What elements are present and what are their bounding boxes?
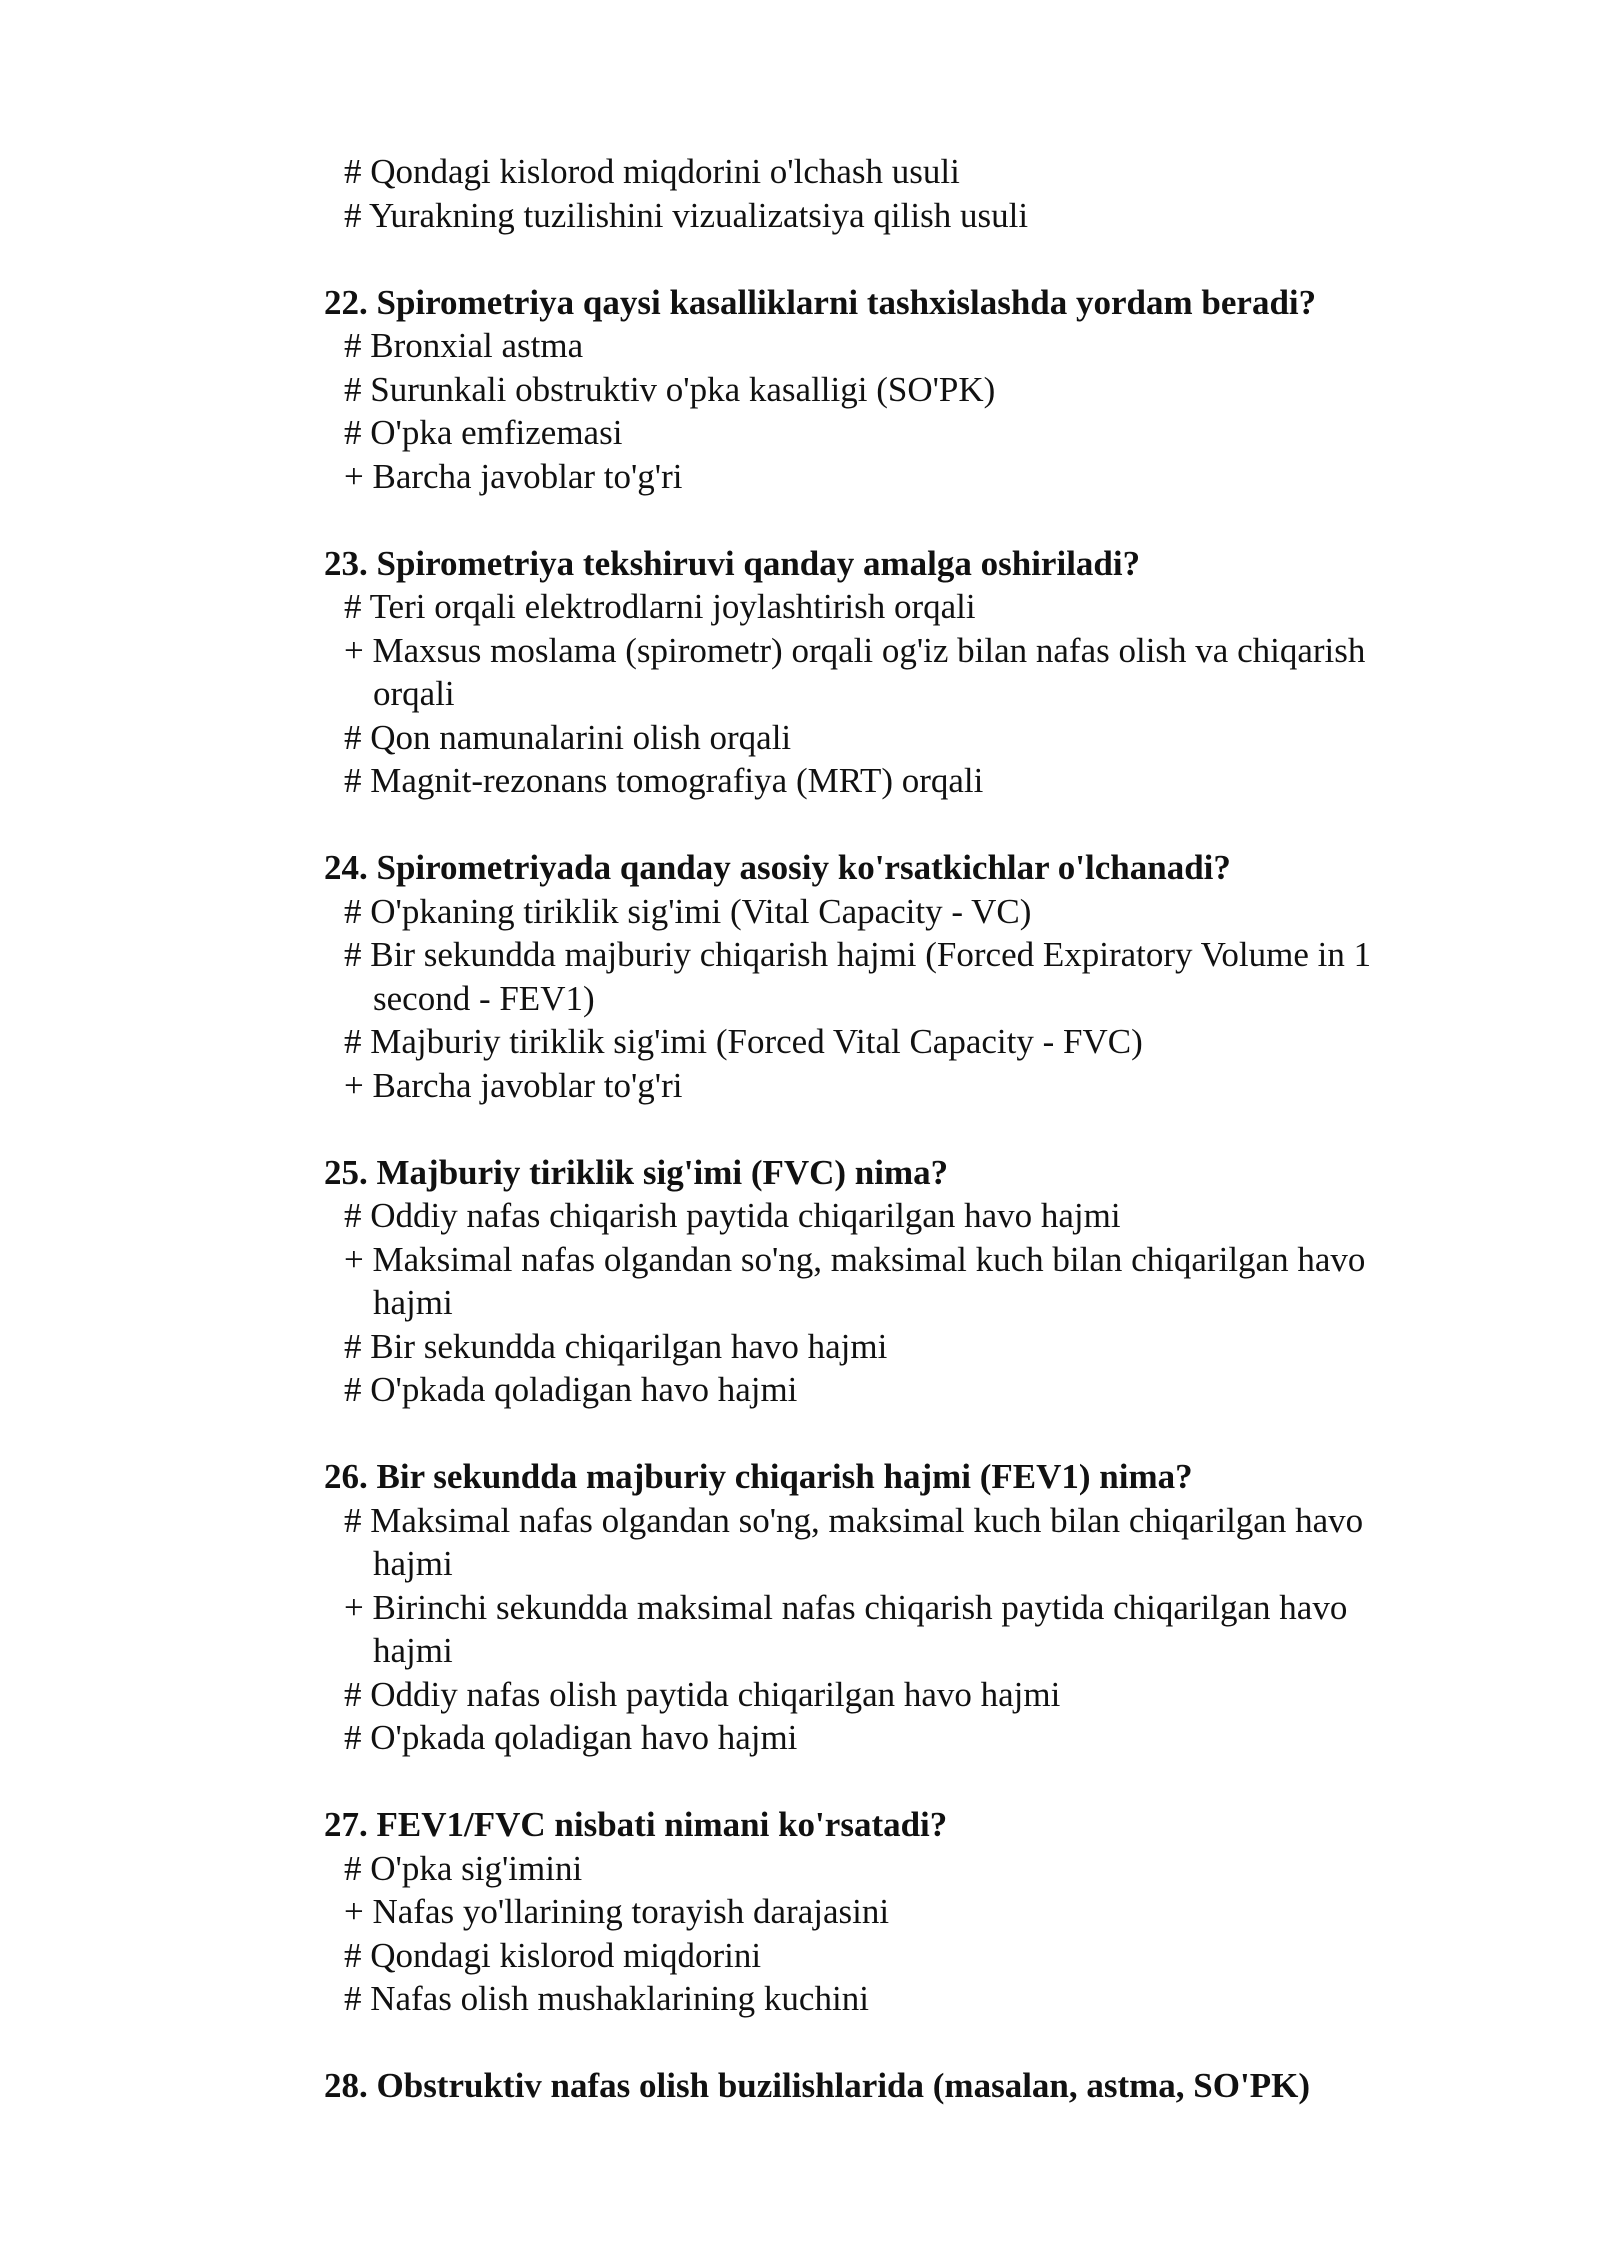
option-line: # Teri orqali elektrodlarni joylashtirish orqali [344,587,976,626]
spacer [324,2021,1484,2065]
spacer [324,498,1484,542]
option-line: # Qon namunalarini olish orqali [344,717,792,757]
document-page [324,150,1484,2108]
spacer [324,1760,1484,1804]
option-line: # Surunkali obstruktiv o'pka kasalligi (SO'PK) [344,369,996,409]
option-line: # Qondagi kislorod miqdorini [344,1935,762,1975]
question-title: 28. Obstruktiv nafas olish buzilishlarida (masalan, astma, SO'PK) [324,2066,1310,2105]
option-continuation: orqali [373,674,455,713]
option-continuation: hajmi [373,1631,453,1670]
question-title: 27. FEV1/FVC nisbati nimani ko'rsatadi? [324,1805,948,1844]
option-line: # O'pkaning tiriklik sig'imi (Vital Capacity - VC) [344,891,1032,931]
option-line: # Maksimal nafas olgandan so'ng, maksimal kuch bilan chiqarilgan havo [344,1500,1364,1540]
option-continuation: hajmi [373,1544,453,1583]
question-title: 22. Spirometriya qaysi kasalliklarni tashxislashda yordam beradi? [324,282,1317,322]
option-line: # O'pkada qoladigan havo hajmi [344,1370,798,1409]
option-line: + Maxsus moslama (spirometr) orqali og'iz bilan nafas olish va chiqarish [344,630,1366,670]
option-line: # Magnit-rezonans tomografiya (MRT) orqali [344,761,984,800]
option-line: # O'pka emfizemasi [344,413,623,452]
question-title: 25. Majburiy tiriklik sig'imi (FVC) nima? [324,1152,949,1192]
option-line: # Bronxial astma [344,326,584,365]
option-line: + Birinchi sekundda maksimal nafas chiqarish paytida chiqarilgan havo [344,1587,1348,1627]
option-line: # Majburiy tiriklik sig'imi (Forced Vital Capacity - FVC) [344,1022,1143,1061]
spacer [324,1107,1484,1151]
option-line: # Oddiy nafas olish paytida chiqarilgan havo hajmi [344,1674,1061,1714]
option-line: # Bir sekundda chiqarilgan havo hajmi [344,1326,888,1366]
option-line: # Qondagi kislorod miqdorini o'lchash usuli [344,152,960,191]
option-line: # O'pkada qoladigan havo hajmi [344,1718,798,1757]
question-title: 24. Spirometriyada qanday asosiy ko'rsatkichlar o'lchanadi? [324,848,1231,887]
question-title: 23. Spirometriya tekshiruvi qanday amalga oshiriladi? [324,543,1141,583]
option-continuation: hajmi [373,1283,453,1322]
spacer [324,237,1484,281]
option-line: # Oddiy nafas chiqarish paytida chiqarilgan havo hajmi [344,1196,1121,1235]
option-line: # Yurakning tuzilishini vizualizatsiya qilish usuli [344,195,1029,235]
option-line: + Maksimal nafas olgandan so'ng, maksimal kuch bilan chiqarilgan havo [344,1239,1366,1279]
option-continuation: second - FEV1) [373,978,595,1018]
option-line: # Nafas olish mushaklarining kuchini [344,1979,869,2018]
option-line: # Bir sekundda majburiy chiqarish hajmi (Forced Expiratory Volume in 1 [344,935,1372,974]
question-title: 26. Bir sekundda majburiy chiqarish hajmi (FEV1) nima? [324,1457,1193,1496]
option-line: + Barcha javoblar to'g'ri [344,1065,683,1105]
option-line: + Barcha javoblar to'g'ri [344,456,683,496]
option-line: # O'pka sig'imini [344,1848,583,1888]
spacer [324,803,1484,847]
spacer [324,1412,1484,1456]
option-line: + Nafas yo'llarining torayish darajasini [344,1892,890,1931]
